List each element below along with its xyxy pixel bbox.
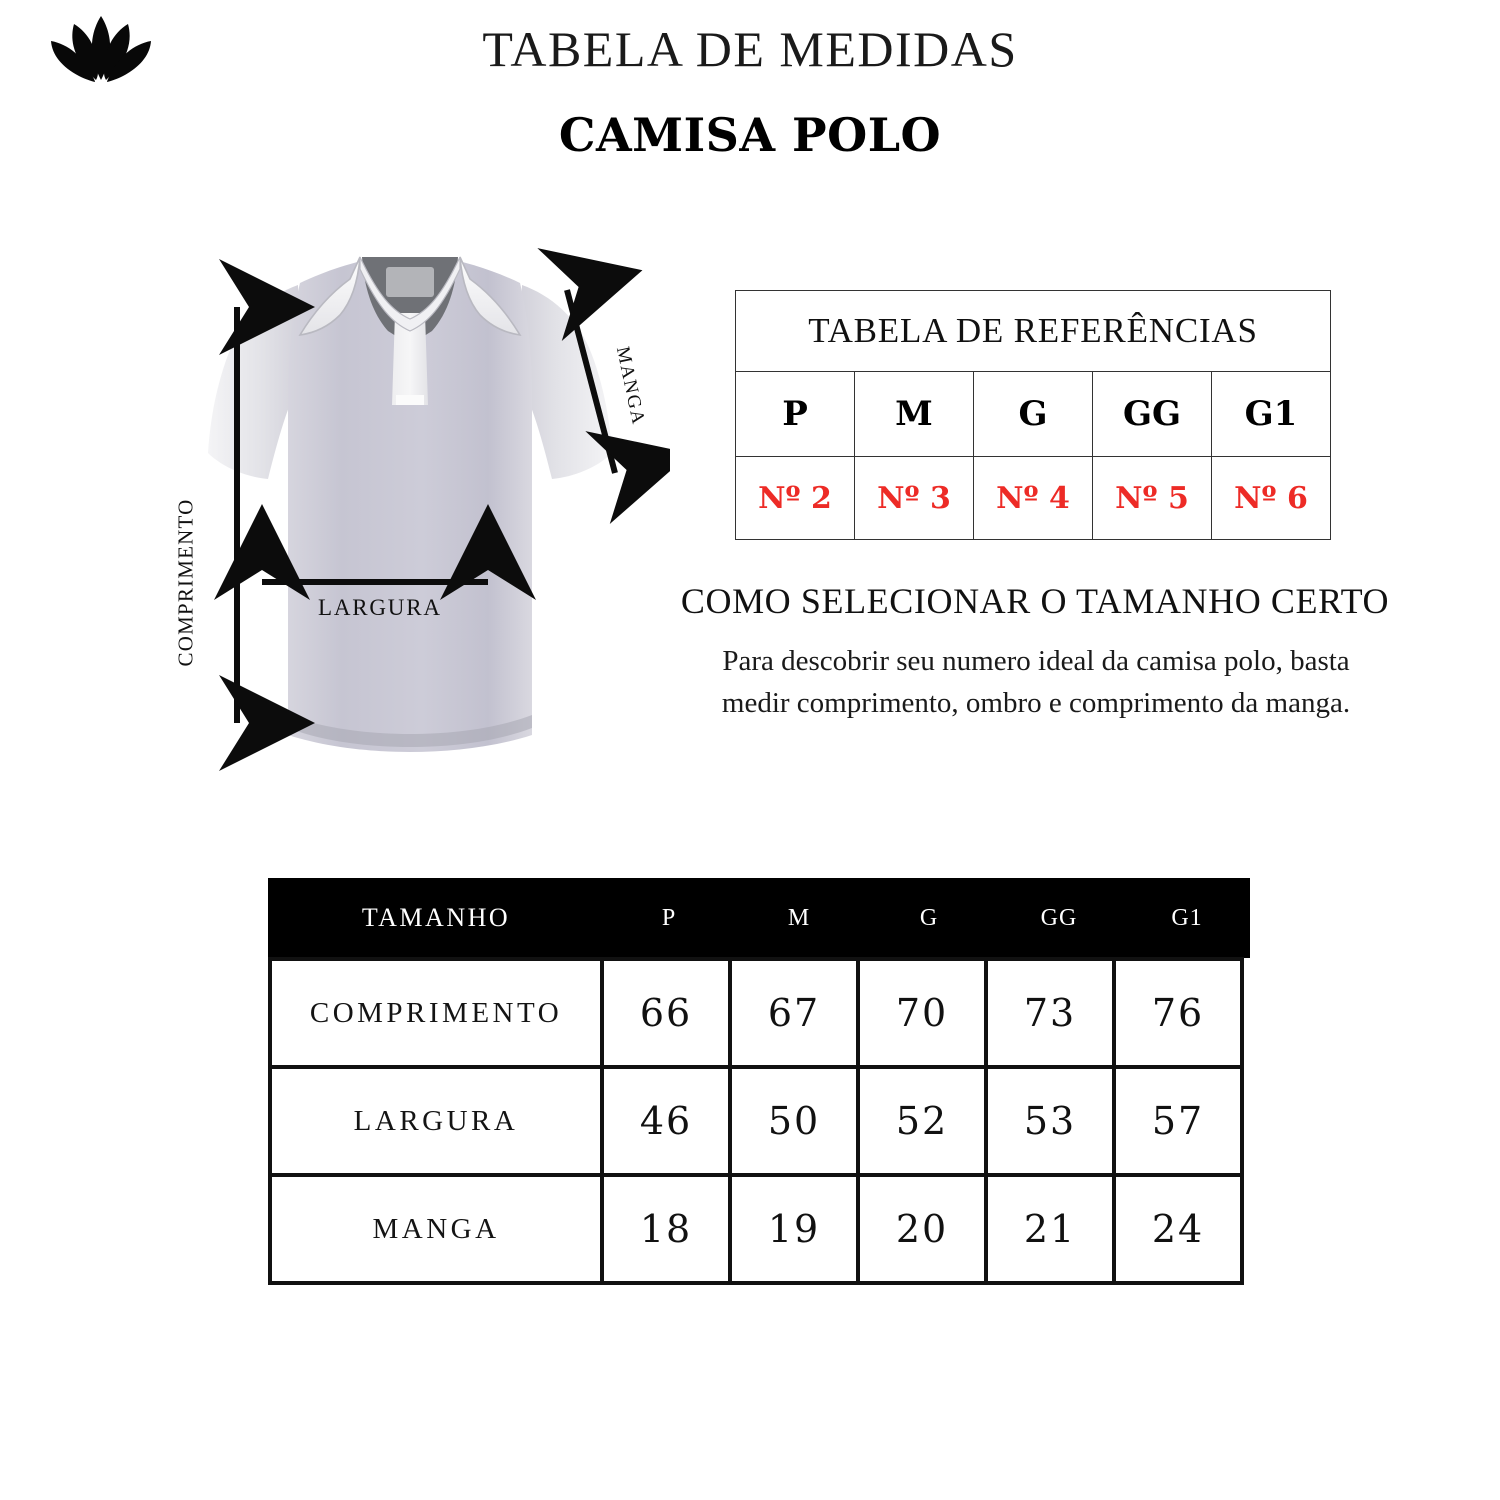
reference-table-size-row	[736, 372, 1331, 457]
manga-g: 20	[858, 1175, 986, 1283]
reference-table-title: TABELA DE REFERÊNCIAS	[736, 291, 1331, 372]
manga-label: MANGA	[611, 344, 649, 428]
reference-table-number-row	[736, 457, 1331, 540]
howto-description	[628, 640, 1444, 724]
polo-shirt-illustration	[150, 195, 670, 805]
measurement-header-tamanho: TAMANHO	[361, 903, 511, 932]
page-subtitle: CAMISA POLO	[558, 108, 942, 162]
manga-p: 18	[602, 1175, 730, 1283]
reference-number-gg: Nº 5	[1093, 457, 1212, 540]
howto-line-2: medir comprimento, ombro e comprimento da manga.	[721, 687, 1351, 720]
comprimento-p: 66	[602, 959, 730, 1067]
measurement-table-body	[268, 957, 1244, 1285]
reference-size-g1: G1	[1212, 372, 1331, 457]
reference-table	[735, 290, 1331, 540]
reference-number-g: Nº 4	[974, 457, 1093, 540]
reference-size-gg: GG	[1093, 372, 1212, 457]
manga-m: 19	[730, 1175, 858, 1283]
reference-number-g1: Nº 6	[1212, 457, 1331, 540]
table-row	[270, 959, 1242, 1067]
largura-g: 52	[858, 1067, 986, 1175]
manga-gg: 21	[986, 1175, 1114, 1283]
page-title: TABELA DE MEDIDAS	[482, 21, 1018, 77]
comprimento-g: 70	[858, 959, 986, 1067]
measurement-header-m: M	[787, 904, 811, 931]
largura-p: 46	[602, 1067, 730, 1175]
comprimento-g1: 76	[1114, 959, 1242, 1067]
manga-g1: 24	[1114, 1175, 1242, 1283]
howto-line-1: Para descobrir seu numero ideal da camisa polo, basta	[722, 645, 1350, 677]
reference-size-p: P	[736, 372, 855, 457]
measurement-header-p: P	[661, 904, 677, 931]
measurement-header-gg: GG	[1040, 904, 1078, 931]
comprimento-gg: 73	[986, 959, 1114, 1067]
measurement-header-g1: G1	[1171, 904, 1203, 931]
row-label-manga: MANGA	[270, 1175, 602, 1283]
table-row	[270, 1067, 1242, 1175]
largura-g1: 57	[1114, 1067, 1242, 1175]
measurement-header-g: G	[919, 904, 939, 931]
comprimento-m: 67	[730, 959, 858, 1067]
reference-size-g: G	[974, 372, 1093, 457]
comprimento-label: COMPRIMENTO	[173, 498, 198, 667]
table-row	[270, 1175, 1242, 1283]
row-label-largura: LARGURA	[270, 1067, 602, 1175]
reference-number-m: Nº 3	[855, 457, 974, 540]
reference-number-p: Nº 2	[736, 457, 855, 540]
howto-title: COMO SELECIONAR O TAMANHO CERTO	[680, 581, 1390, 621]
reference-size-m: M	[855, 372, 974, 457]
reference-table-title-row	[736, 291, 1331, 372]
largura-label: LARGURA	[318, 595, 442, 620]
polo-shirt-diagram	[150, 195, 670, 805]
largura-m: 50	[730, 1067, 858, 1175]
row-label-comprimento: COMPRIMENTO	[270, 959, 602, 1067]
largura-gg: 53	[986, 1067, 1114, 1175]
measurement-table	[268, 878, 1258, 1285]
measurement-table-header-row	[268, 878, 1250, 958]
